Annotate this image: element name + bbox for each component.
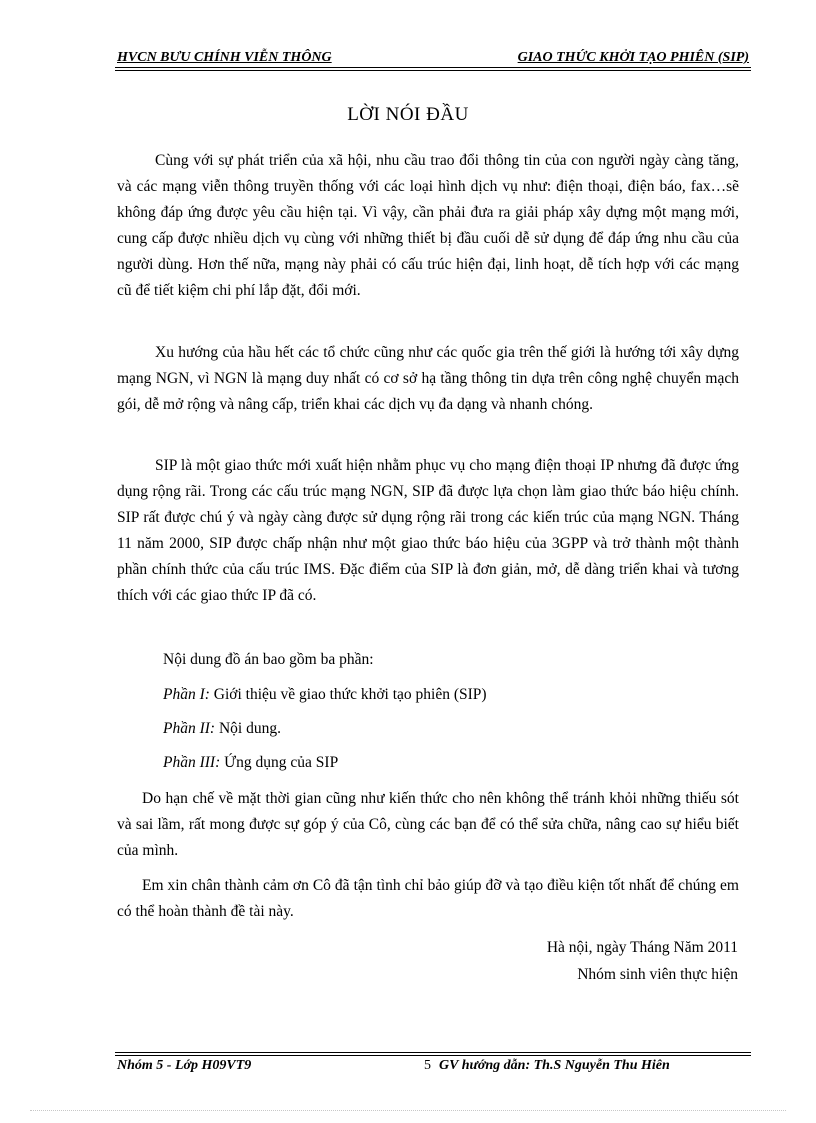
signature-date: Hà nội, ngày Tháng Năm 2011	[546, 939, 738, 956]
footer-page-number: 5	[424, 1058, 431, 1073]
part-1-text: Giới thiệu về giao thức khởi tạo phiên (SIP)	[209, 686, 487, 703]
paragraph-thanks: Em xin chân thành cảm ơn Cô đã tận tình chỉ bảo giúp đỡ và tạo điều kiện tốt nhất để chúng em có thể hoàn thành đề tài này.	[117, 877, 739, 920]
part-1-label: Phần I:	[163, 686, 210, 703]
part-3-text: Ứng dụng của SIP	[220, 754, 339, 771]
footer-rule-double	[115, 1055, 751, 1056]
page-title: LỜI NÓI ĐẦU	[347, 104, 469, 125]
header-topic: GIAO THỨC KHỞI TẠO PHIÊN (SIP)	[517, 50, 749, 65]
paragraph-intro: Cùng với sự phát triển của xã hội, nhu cầu trao đổi thông tin của con người ngày càng tăng, và các mạng viễn thông truyền thống với các loại hình dịch vụ như: điện thoại, điện báo, fax…sẽ không đáp ứng được yêu cầu hiện tại. Vì vậy, cần phải đưa ra giải pháp xây dựng một mạng mới, cung cấp được nhiều dịch vụ cùng với những thiết bị đầu cuối dễ sử dụng để đáp ứng nhu cầu của người dùng. Hơn thế nữa, mạng này phải có cấu trúc hiện đại, linh hoạt, dễ tích hợp với các mạng cũ để tiết kiệm chi phí lắp đặt, đổi mới.	[117, 152, 739, 299]
page-bottom-dotted-line	[30, 1110, 786, 1111]
header-institution: HVCN BƯU CHÍNH VIỄN THÔNG	[117, 50, 332, 65]
paragraph-limitations: Do hạn chế về mặt thời gian cũng như kiến thức cho nên không thể tránh khỏi những thiếu sót và sai lầm, rất mong được sự góp ý của Cô, cùng các bạn để có thể sửa chữa, nâng cao sự hiểu biết của mình.	[117, 790, 739, 859]
page-header	[117, 50, 749, 68]
signature-author: Nhóm sinh viên thực hiện	[577, 966, 738, 983]
part-2-label: Phần II:	[163, 720, 216, 737]
footer-group: Nhóm 5 - Lớp H09VT9	[117, 1058, 252, 1073]
part-2-text: Nội dung.	[215, 720, 281, 737]
contents-part-1	[163, 682, 487, 708]
contents-intro: Nội dung đồ án bao gồm ba phần:	[163, 651, 374, 668]
contents-part-2	[163, 716, 281, 742]
header-rule	[115, 67, 751, 68]
footer-advisor: GV hướng dẫn: Th.S Nguyễn Thu Hiên	[439, 1058, 670, 1073]
part-3-label: Phần III:	[163, 754, 221, 771]
paragraph-trend: Xu hướng của hầu hết các tổ chức cũng như các quốc gia trên thế giới là hướng tới xây dựng mạng NGN, vì NGN là mạng duy nhất có cơ sở hạ tầng thông tin dựa trên công nghệ chuyển mạch gói, dễ mở rộng và nâng cấp, triển khai các dịch vụ đa dạng và nhanh chóng.	[117, 344, 739, 413]
paragraph-sip: SIP là một giao thức mới xuất hiện nhằm phục vụ cho mạng điện thoại IP nhưng đã được ứng dụng rộng rãi. Trong các cấu trúc mạng NGN, SIP đã được lựa chọn làm giao thức báo hiệu chính. SIP rất được chú ý và ngày càng được sử dụng rộng rãi trong các kiến trúc của mạng NGN. Tháng 11 năm 2000, SIP được chấp nhận như một giao thức báo hiệu của 3GPP và trở thành một thành phần chính thức của cấu trúc IMS. Đặc điểm của SIP là đơn giản, mở, dễ dàng triển khai và tương thích với các giao thức IP đã có.	[117, 457, 739, 604]
footer-rule	[115, 1052, 751, 1053]
contents-part-3	[163, 750, 338, 776]
header-rule-double	[115, 70, 751, 71]
